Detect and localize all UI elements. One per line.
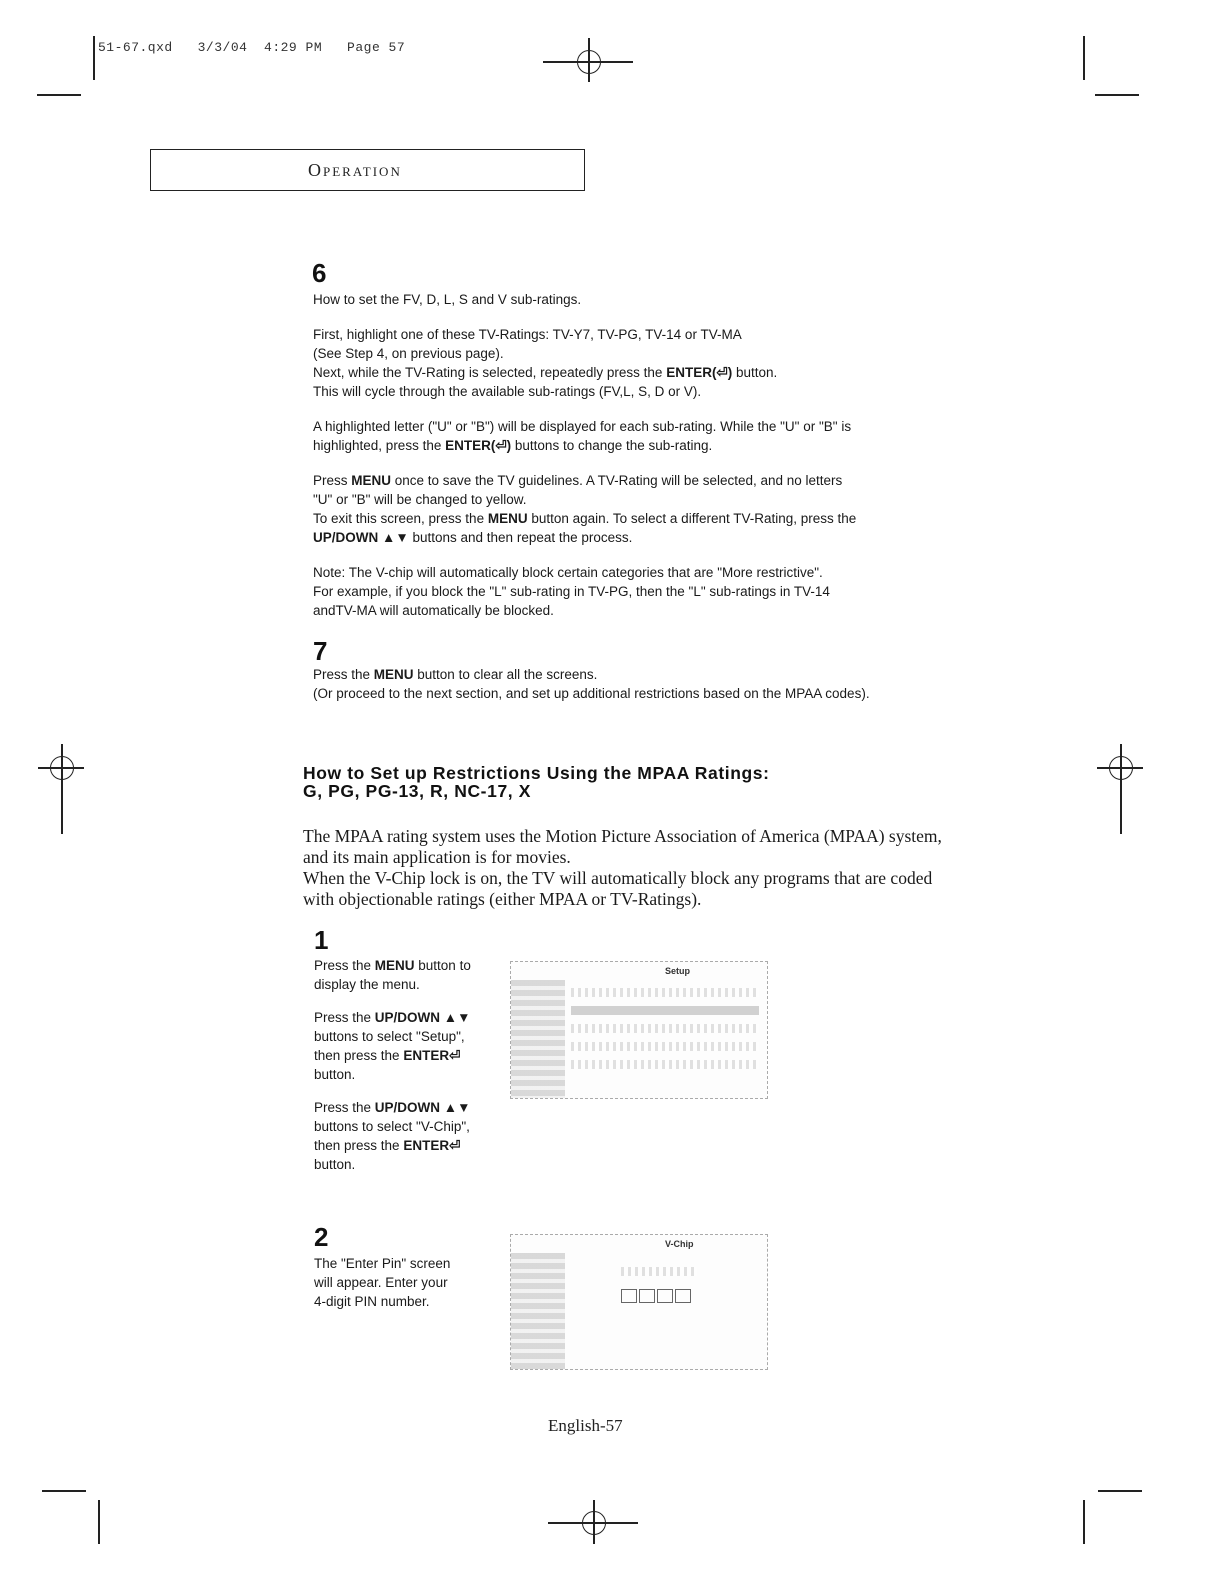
menu-row xyxy=(571,1060,759,1069)
text-line: Next, while the TV-Rating is selected, repeatedly press the ENTER(⏎) button. xyxy=(313,365,778,380)
text-line: then press the ENTER⏎ xyxy=(314,1048,461,1063)
text-line: buttons to select "V-Chip", xyxy=(314,1119,470,1134)
mpaa-heading xyxy=(303,764,770,800)
text-line: Note: The V-chip will automatically block certain categories that are "More restrictive". xyxy=(313,565,823,580)
text-line: then press the ENTER⏎ xyxy=(314,1138,461,1153)
mpaa-intro xyxy=(303,826,993,910)
step-1-para-1 xyxy=(314,956,504,994)
text-line: When the V-Chip lock is on, the TV will automatically block any programs that are coded xyxy=(303,868,933,888)
step-1-number: 1 xyxy=(314,925,329,955)
text-line: First, highlight one of these TV-Ratings: TV-Y7, TV-PG, TV-14 or TV-MA xyxy=(313,327,742,342)
text-line: The MPAA rating system uses the Motion Picture Association of America (MPAA) system, xyxy=(303,826,942,846)
pin-digit-box xyxy=(675,1289,691,1303)
crop-mark-tl-h xyxy=(37,94,81,96)
screen-title: Setup xyxy=(665,966,691,976)
text-line: Press the UP/DOWN ▲▼ xyxy=(314,1100,471,1115)
crop-mark-bl-v xyxy=(98,1500,100,1544)
print-slug: 51-67.qxd 3/3/04 4:29 PM Page 57 xyxy=(98,40,406,55)
setup-menu-screenshot xyxy=(510,961,768,1099)
text-line: will appear. Enter your xyxy=(314,1275,448,1290)
text-line: (See Step 4, on previous page). xyxy=(313,346,504,361)
text-line: Press the MENU button to xyxy=(314,958,471,973)
pin-entry-boxes xyxy=(621,1289,691,1303)
screen-title: V-Chip xyxy=(665,1239,694,1249)
text-line: "U" or "B" will be changed to yellow. xyxy=(313,492,527,507)
menu-row xyxy=(571,988,759,997)
crop-mark-br-v xyxy=(1083,1500,1085,1544)
step-7-text xyxy=(313,665,993,703)
pin-digit-box xyxy=(639,1289,655,1303)
pin-digit-box xyxy=(621,1289,637,1303)
step-1-para-3 xyxy=(314,1098,504,1174)
step-2-para-1 xyxy=(314,1254,504,1311)
text-line: andTV-MA will automatically be blocked. xyxy=(313,603,554,618)
text-line: display the menu. xyxy=(314,977,420,992)
text-line: To exit this screen, press the MENU button again. To select a different TV-Rating, press the xyxy=(313,511,857,526)
enter-pin-screenshot xyxy=(510,1234,768,1370)
mpaa-heading-line-1: How to Set up Restrictions Using the MPAA Ratings: xyxy=(303,763,770,783)
text-line: and its main application is for movies. xyxy=(303,847,571,867)
text-line: (Or proceed to the next section, and set up additional restrictions based on the MPAA codes). xyxy=(313,686,870,701)
menu-sidebar xyxy=(511,1253,565,1369)
text-line: A highlighted letter ("U" or "B") will be displayed for each sub-rating. While the "U" or "B" is xyxy=(313,419,852,434)
step-6-text xyxy=(313,290,993,620)
section-title: Operation xyxy=(308,160,402,180)
step-1-text xyxy=(314,956,504,1188)
text-line: This will cycle through the available sub-ratings (FV,L, S, D or V). xyxy=(313,384,702,399)
page-number: English-57 xyxy=(548,1416,623,1435)
menu-sidebar xyxy=(511,980,565,1098)
crop-mark-tr-v xyxy=(1083,36,1085,80)
crop-mark-tr-h xyxy=(1095,94,1139,96)
text-line: The "Enter Pin" screen xyxy=(314,1256,451,1271)
text-line: Press the MENU button to clear all the screens. xyxy=(313,667,598,682)
text-line: 4-digit PIN number. xyxy=(314,1294,430,1309)
text-line: highlighted, press the ENTER(⏎) buttons to change the sub-rating. xyxy=(313,438,713,453)
menu-row xyxy=(571,1024,759,1033)
crop-mark-bl-h xyxy=(42,1490,86,1492)
text-line: button. xyxy=(314,1157,356,1172)
pin-digit-box xyxy=(657,1289,673,1303)
crop-mark-tl-v xyxy=(93,36,95,80)
text-line: button. xyxy=(314,1067,356,1082)
step-6-number: 6 xyxy=(312,258,327,288)
step-6-intro: How to set the FV, D, L, S and V sub-ratings. xyxy=(313,292,582,307)
menu-row xyxy=(571,1042,759,1051)
step-7-number: 7 xyxy=(313,636,328,666)
text-line: Press the UP/DOWN ▲▼ xyxy=(314,1010,471,1025)
text-line: UP/DOWN ▲▼ buttons and then repeat the process. xyxy=(313,530,633,545)
pin-label xyxy=(621,1267,697,1276)
menu-row-highlighted xyxy=(571,1006,759,1015)
step-2-number: 2 xyxy=(314,1222,329,1252)
text-line: For example, if you block the "L" sub-rating in TV-PG, then the "L" sub-ratings in TV-14 xyxy=(313,584,830,599)
step-1-para-2 xyxy=(314,1008,504,1084)
text-line: Press MENU once to save the TV guidelines. A TV-Rating will be selected, and no letters xyxy=(313,473,843,488)
mpaa-heading-line-2: G, PG, PG-13, R, NC-17, X xyxy=(303,781,531,801)
crop-mark-br-h xyxy=(1098,1490,1142,1492)
text-line: buttons to select "Setup", xyxy=(314,1029,465,1044)
step-2-text xyxy=(314,1254,504,1325)
text-line: with objectionable ratings (either MPAA or TV-Ratings). xyxy=(303,889,702,909)
